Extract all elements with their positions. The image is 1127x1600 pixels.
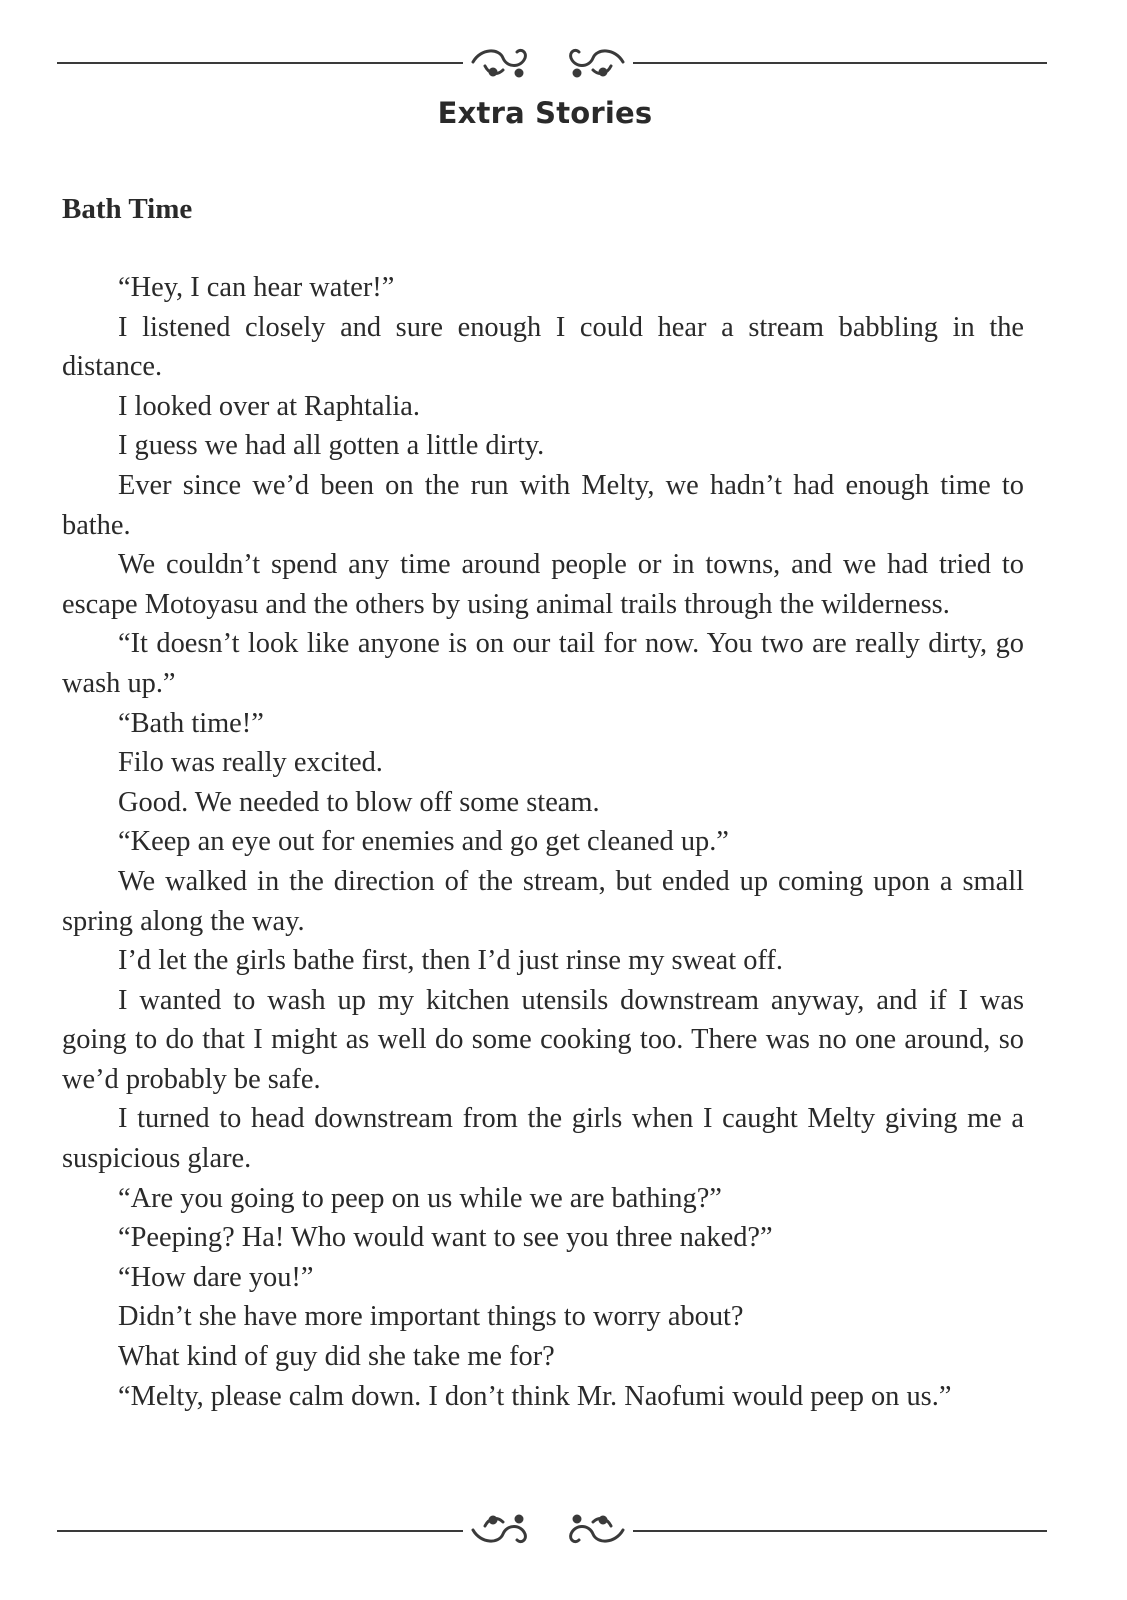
- paragraph: I listened closely and sure enough I could hear a stream babbling in the distance.: [62, 311, 1024, 383]
- paragraph: Filo was really excited.: [118, 747, 383, 779]
- paragraph: We couldn’t spend any time around people or in towns, and we had tried to escape Motoyasu and the others by using animal trails through the wilderness.: [62, 549, 1024, 620]
- paragraph: I wanted to wash up my kitchen utensils downstream anyway, and if I was going to do that I might as well do some cooking too. There was no one around, so we’d probably be safe.: [62, 984, 1024, 1095]
- paragraph: “Melty, please calm down. I don’t think Mr. Naofumi would peep on us.”: [118, 1380, 952, 1412]
- page-header-title: Extra Stories: [437, 96, 653, 130]
- paragraph: “Hey, I can hear water!”: [118, 272, 395, 303]
- paragraph: “It doesn’t look like anyone is on our tail for now. You two are really dirty, go wash up.”: [62, 628, 1024, 699]
- paragraph: Didn’t she have more important things to worry about?: [118, 1301, 744, 1333]
- paragraph: “Peeping? Ha! Who would want to see you three naked?”: [118, 1222, 773, 1254]
- paragraph: “How dare you!”: [118, 1261, 314, 1293]
- paragraph: “Bath time!”: [118, 707, 264, 739]
- paragraph: I’d let the girls bathe first, then I’d just rinse my sweat off.: [118, 945, 783, 977]
- scroll-flourish-icon: [463, 1506, 633, 1554]
- paragraph: “Are you going to peep on us while we are bathing?”: [118, 1182, 722, 1214]
- paragraph: I turned to head downstream from the girls when I caught Melty giving me a suspicious glare.: [62, 1103, 1024, 1175]
- paragraph: What kind of guy did she take me for?: [118, 1341, 555, 1373]
- paragraph: I looked over at Raphtalia.: [118, 390, 420, 422]
- paragraph: Good. We needed to blow off some steam.: [118, 786, 600, 818]
- paragraph: “Keep an eye out for enemies and go get cleaned up.”: [118, 826, 729, 858]
- scroll-flourish-icon: [463, 38, 633, 86]
- paragraph: We walked in the direction of the stream, but ended up coming upon a small spring along the way.: [62, 865, 1024, 937]
- paragraph: Ever since we’d been on the run with Melty, we hadn’t had enough time to bathe.: [62, 469, 1024, 541]
- section-title: Bath Time: [62, 193, 193, 225]
- body-text: [62, 268, 1024, 1416]
- paragraph: I guess we had all gotten a little dirty.: [118, 430, 545, 462]
